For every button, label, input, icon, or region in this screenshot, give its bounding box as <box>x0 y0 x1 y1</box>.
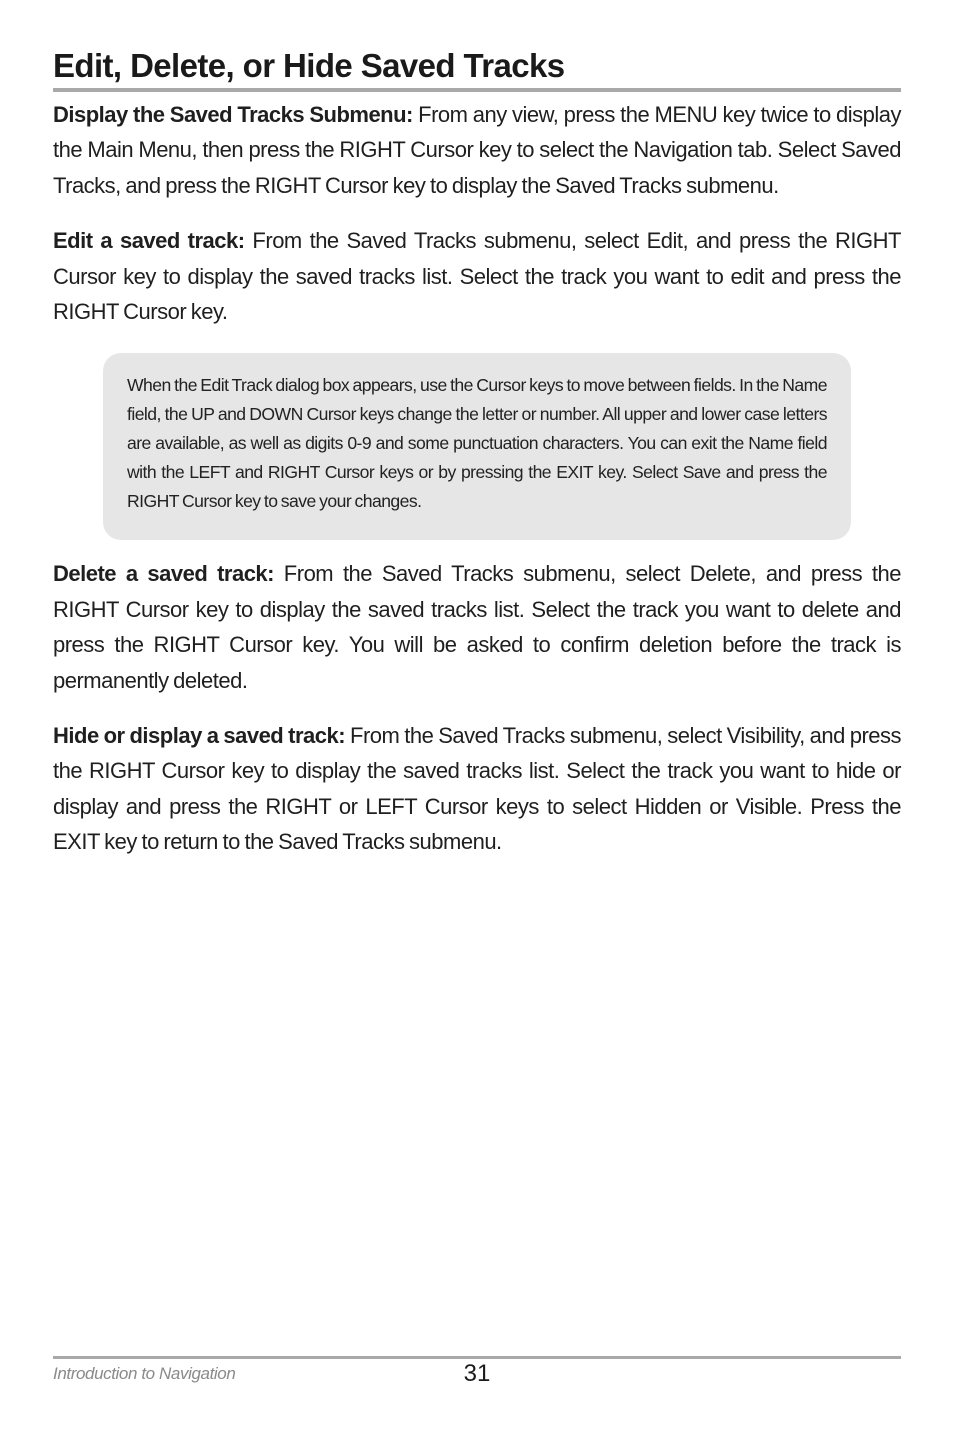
section-text: From the Saved Tracks submenu, select Edit, and press the RIGHT Cursor key to display the saved tracks list. Select the track you want to edit and press the RIGHT Cursor key. <box>53 228 901 325</box>
section-text: From the Saved Tracks submenu, select Delete, and press the RIGHT Cursor key to display the saved tracks list. Select the track you want to delete and press the RIGHT Cursor key. You will be asked to confirm deletion before the track is permanently deleted. <box>53 561 902 693</box>
note-text: When the Edit Track dialog box appears, use the Cursor keys to move between fields. In the Name field, the UP and DOWN Cursor keys change the letter or number. All upper and lower case letters are available, as well as digits 0-9 and some punctuation characters. You can exit the Name field with the LEFT and RIGHT Cursor keys or by pressing the EXIT key. Select Save and press the RIGHT Cursor key to save your changes. <box>127 375 827 512</box>
section-lead: Hide or display a saved track: <box>53 723 346 749</box>
section-text: From the Saved Tracks submenu, select Visibility, and press the RIGHT Cursor key to display the saved tracks list. Select the track you want to hide or display and press the RIGHT or LEFT Cursor keys to select Hidden or Visible. Press the EXIT key to return to the Saved Tracks submenu. <box>53 723 902 855</box>
section-display-submenu <box>53 97 901 203</box>
section-lead: Display the Saved Tracks Submenu: <box>53 102 413 127</box>
page-content <box>53 97 901 880</box>
page-number: 31 <box>463 1360 491 1387</box>
section-edit-track <box>53 223 901 329</box>
footer-section-title: Introduction to Navigation <box>53 1364 236 1383</box>
section-lead: Delete a saved track: <box>53 561 274 587</box>
title-divider <box>53 88 901 92</box>
section-delete-track <box>53 556 901 698</box>
section-hide-display-track <box>53 718 901 860</box>
footer-divider <box>53 1356 901 1359</box>
page-title: Edit, Delete, or Hide Saved Tracks <box>53 47 565 84</box>
section-lead: Edit a saved track: <box>53 228 245 254</box>
section-text: From any view, press the MENU key twice to display the Main Menu, then press the RIGHT Cursor key to select the Navigation tab. Select Saved Tracks, and press the RIGHT Cursor key to display the Saved Tracks submenu. <box>53 102 902 198</box>
note-box <box>103 353 851 540</box>
